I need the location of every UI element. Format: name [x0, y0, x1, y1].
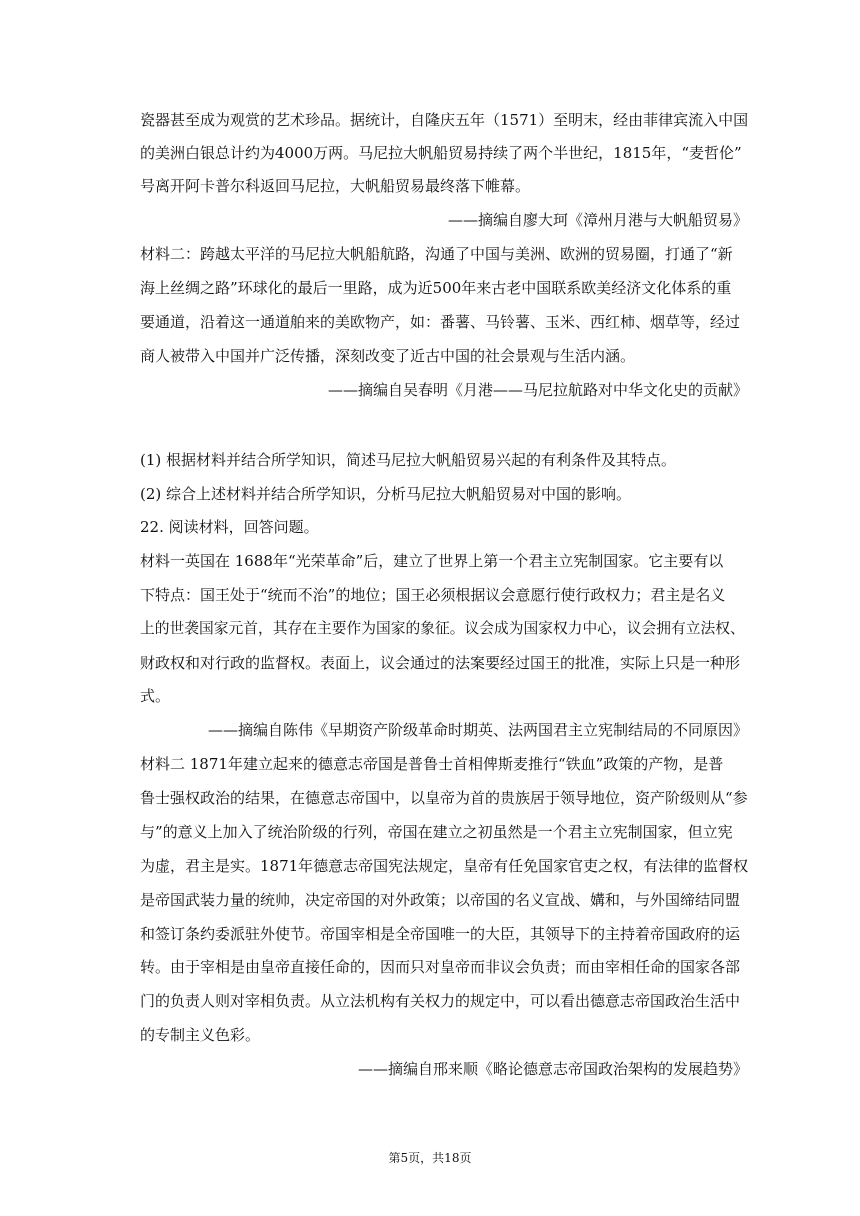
text-line: 财政权和对行政的监督权。表面上，议会通过的法案要经过国王的批准，实际上只是一种形 — [140, 654, 741, 672]
text-line: 与”的意义上加入了统治阶级的行列，帝国在建立之初虽然是一个君主立宪制国家，但立宪 — [140, 823, 733, 841]
text-line: 的美洲白银总计约为4000万两。马尼拉大帆船贸易持续了两个半世纪，1815年，“麦哲伦” — [140, 144, 742, 162]
citation: ——摘编自陈伟《早期资产阶级革命时期英、法两国君主立宪制结局的不同原因》 — [207, 721, 748, 739]
question-22-heading: 22. 阅读材料，回答问题。 — [140, 518, 319, 536]
text-line: 材料一英国在 1688年“光荣革命”后，建立了世界上第一个君主立宪制国家。它主要有以 — [140, 552, 724, 570]
text-line: 海上丝绸之路”环球化的最后一里路，成为近500年来古老中国联系欧美经济文化体系的重 — [140, 279, 732, 297]
text-line: 瓷器甚至成为观赏的艺术珍品。据统计，自隆庆五年（1571）至明末，经由菲律宾流入中国 — [140, 111, 749, 129]
text-line: 是帝国武装力量的统帅，决定帝国的对外政策；以帝国的名义宣战、媾和，与外国缔结同盟 — [140, 891, 741, 909]
citation: ——摘编自廖大珂《漳州月港与大帆船贸易》 — [447, 211, 748, 229]
text-line: 材料二：跨越太平洋的马尼拉大帆船航路，沟通了中国与美洲、欧洲的贸易圈，打通了“新 — [140, 245, 733, 263]
text-line: 转。由于宰相是由皇帝直接任命的，因而只对皇帝而非议会负责；而由宰相任命的国家各部 — [140, 958, 741, 976]
text-line: 上的世袭国家元首，其存在主要作为国家的象征。议会成为国家权力中心，议会拥有立法权、 — [140, 620, 745, 637]
page-footer: 第5页，共18页 — [388, 1151, 472, 1165]
text-line: 和签订条约委派驻外使节。帝国宰相是全帝国唯一的大臣，其领导下的主持着帝国政府的运 — [140, 925, 741, 943]
text-line: 下特点：国王处于“统而不治”的地位；国王必须根据议会意愿行使行政权力；君主是名义 — [140, 586, 726, 604]
text-line: 商人被带入中国并广泛传播，深刻改变了近古中国的社会景观与生活内涵。 — [140, 347, 636, 365]
text-line: 的专制主义色彩。 — [140, 1026, 261, 1044]
citation: ——摘编自邢来顺《略论德意志帝国政治架构的发展趋势》 — [357, 1060, 748, 1078]
text-line: 鲁士强权政治的结果，在德意志帝国中，以皇帝为首的贵族居于领导地位，资产阶级则从“参 — [140, 789, 748, 807]
text-line: 材料二 1871年建立起来的德意志帝国是普鲁士首相俾斯麦推行“铁血”政策的产物，是普 — [140, 755, 724, 773]
question-2: (2) 综合上述材料并结合所学知识，分析马尼拉大帆船贸易对中国的影响。 — [140, 485, 632, 503]
text-line: 为虚，君主是实。1871年德意志帝国宪法规定，皇帝有任免国家官吏之权，有法律的监督权 — [140, 857, 749, 875]
text-line: 式。 — [140, 687, 171, 705]
text-line: 要通道，沿着这一通道舶来的美欧物产，如：番薯、马铃薯、玉米、西红柿、烟草等，经过 — [140, 313, 741, 331]
text-line: 号离开阿卡普尔科返回马尼拉，大帆船贸易最终落下帷幕。 — [140, 177, 531, 195]
citation: ——摘编自吴春明《月港——马尼拉航路对中华文化史的贡献》 — [327, 381, 748, 399]
text-line: 门的负责人则对宰相负责。从立法机构有关权力的规定中，可以看出德意志帝国政治生活中 — [140, 992, 741, 1010]
question-1: (1) 根据材料并结合所学知识，简述马尼拉大帆船贸易兴起的有利条件及其特点。 — [140, 451, 677, 469]
